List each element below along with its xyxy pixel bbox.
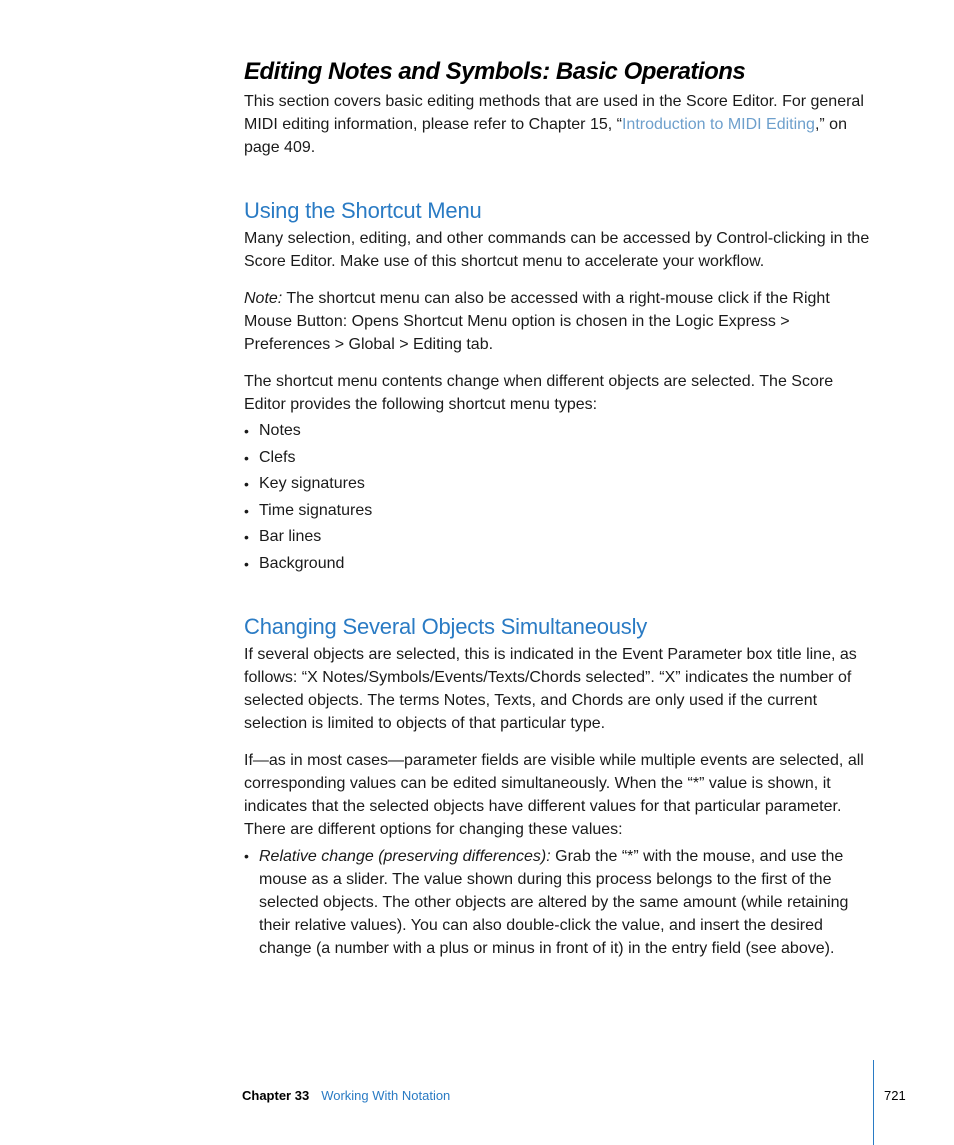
note-paragraph [244, 287, 872, 356]
shortcut-menu-types-list [244, 418, 872, 577]
page-number: 721 [884, 1088, 906, 1103]
page-content [244, 56, 872, 960]
footer-chapter-title-link[interactable]: Working With Notation [321, 1088, 451, 1103]
list-item [244, 845, 872, 960]
footer-chapter: Chapter 33 [242, 1088, 310, 1103]
intro-paragraph [244, 90, 872, 159]
shortcut-menu-heading: Using the Shortcut Menu [244, 198, 482, 223]
page-footer [242, 1088, 450, 1103]
relative-change-label: Relative change (preserving differences): [259, 848, 551, 865]
list-item: • Time signatures [244, 498, 872, 525]
list-item: • Key signatures [244, 471, 872, 498]
list-item: • Clefs [244, 445, 872, 472]
list-item: • Bar lines [244, 524, 872, 551]
relative-change-text: Grab the “*” with the mouse, and use the mouse as a slider. The value shown during this process belongs to the first of the selected objects. The other objects are altered by the same amount (while retaining their relative values). You can also double-click the value, and insert the desired change (a number with a plus or minus in front of it) in the entry field (see above). [259, 848, 849, 957]
intro-to-midi-editing-link[interactable]: Introduction to MIDI Editing [621, 116, 815, 133]
shortcut-types-paragraph: The shortcut menu contents change when different objects are selected. The Score Editor provides the following shortcut menu types: [244, 373, 834, 413]
shortcut-menu-paragraph: Many selection, editing, and other commands can be accessed by Control-clicking in the Score Editor. Make use of this shortcut menu to accelerate your workflow. [244, 230, 870, 270]
note-label: Note: [244, 290, 283, 307]
intro-text-before-link: This section covers basic editing methods that are used in the Score Editor. For general MIDI editing information, please refer to Chapter 15, “ [244, 93, 864, 133]
several-objects-paragraph-1: If several objects are selected, this is indicated in the Event Parameter box title line, as follows: “X Notes/Symbols/Events/Texts/Chords selected”. “X” indicates the number of selected objects. The terms Notes, Texts, and Chords are only used if the current selection is limited to objects of that particular type. [244, 646, 857, 732]
several-objects-heading: Changing Several Objects Simultaneously [244, 614, 648, 639]
list-item: • Notes [244, 418, 872, 445]
section-title: Editing Notes and Symbols: Basic Operations [244, 58, 746, 85]
change-options-list [244, 845, 872, 960]
note-text: The shortcut menu can also be accessed with a right-mouse click if the Right Mouse Button: Opens Shortcut Menu option is chosen in the Logic Express > Preferences > Global > Editing tab. [244, 290, 830, 353]
several-objects-paragraph-2: If—as in most cases—parameter fields are visible while multiple events are selected, all corresponding values can be edited simultaneously. When the “*” value is shown, it indicates that the selected objects have different values for that particular parameter. There are different options for changing these values: [244, 752, 864, 838]
intro-text-after-link: ,” on page 409. [244, 116, 847, 156]
footer-divider [873, 1060, 874, 1145]
list-item: • Background [244, 551, 872, 578]
